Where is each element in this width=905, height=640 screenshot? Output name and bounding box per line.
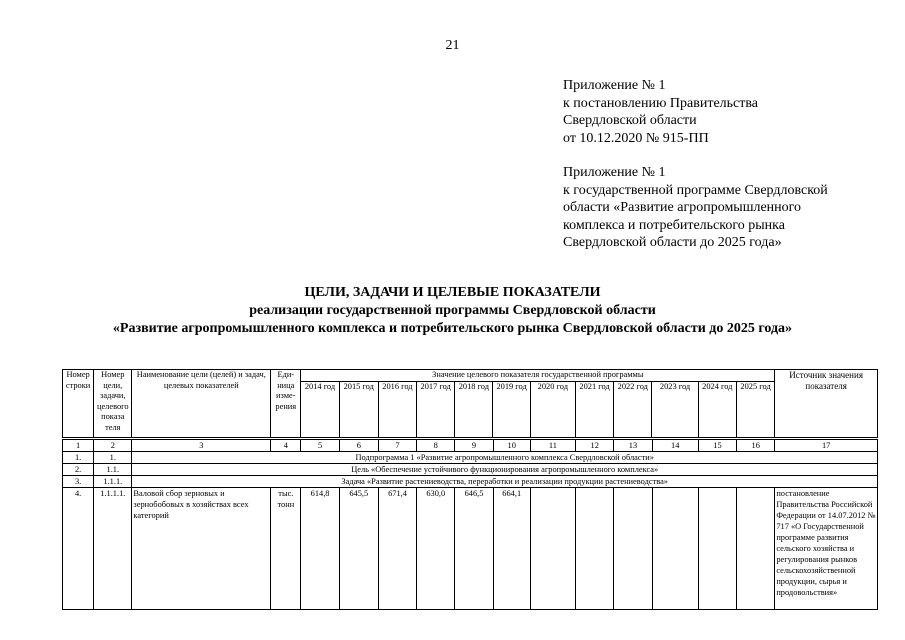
- column-number: 12: [576, 440, 614, 452]
- column-number: 11: [530, 440, 575, 452]
- row-code: 1.1.: [94, 464, 132, 476]
- table-row: [63, 464, 878, 476]
- header-year: 2023 год: [652, 382, 698, 438]
- column-number: 4: [271, 440, 301, 452]
- column-number: 14: [652, 440, 698, 452]
- appendix-line: Свердловской области до 2025 года»: [563, 235, 782, 250]
- header-year: 2019 год: [493, 382, 530, 438]
- value-cell: 614,8: [301, 488, 339, 610]
- column-number: 7: [378, 440, 416, 452]
- header-year: 2017 год: [417, 382, 455, 438]
- column-number: 1: [63, 440, 94, 452]
- goal-title: Цель «Обеспечение устойчивого функционирования агропромышленного комплекса»: [132, 464, 878, 476]
- row-number: 1.: [63, 452, 94, 464]
- value-cell: [576, 488, 614, 610]
- table-row: [63, 476, 878, 488]
- indicator-source: постановление Правительства Российской Федерации от 14.07.2012 № 717 «О Государственной программе развития сельского хозяйства и регулирования рынков сельскохозяйственной продукции, сырья и продовольствия»: [775, 488, 878, 610]
- indicator-unit: тыс. тонн: [271, 488, 301, 610]
- header-year: 2022 год: [614, 382, 652, 438]
- header-year: 2025 год: [736, 382, 774, 438]
- header-values-group: Значение целевого показателя государственной программы: [301, 370, 775, 382]
- value-cell: [530, 488, 575, 610]
- column-number: 16: [737, 440, 775, 452]
- indicators-table-header: [62, 369, 878, 438]
- row-number: 3.: [63, 476, 94, 488]
- appendix-to-resolution: [563, 77, 758, 147]
- indicator-name: Валовой сбор зерновых и зернобобовых в хозяйствах всех категорий: [132, 488, 271, 610]
- row-code: 1.1.1.1.: [94, 488, 132, 610]
- column-number: 15: [698, 440, 736, 452]
- header-row-number: Номер строки: [63, 370, 94, 438]
- column-numbers-row: [63, 440, 878, 452]
- appendix-line: комплекса и потребительского рынка: [563, 217, 785, 233]
- appendix-line: от 10.12.2020 № 915-ПП: [563, 130, 709, 146]
- column-number: 5: [301, 440, 339, 452]
- header-goal-number: Номер цели, задачи, целевого показа теля: [94, 370, 132, 438]
- title-line-2: реализации государственной программы Свердловской области: [249, 303, 656, 318]
- value-cell: [652, 488, 698, 610]
- value-cell: [698, 488, 736, 610]
- appendix-line: Приложение № 1: [563, 165, 666, 180]
- row-number: 2.: [63, 464, 94, 476]
- value-cell: [614, 488, 652, 610]
- value-cell: 630,0: [417, 488, 455, 610]
- title-line-3: «Развитие агропромышленного комплекса и потребительского рынка Свердловской области до 2025 года»: [112, 321, 793, 336]
- task-title: Задача «Развитие растениеводства, переработки и реализации продукции растениеводства»: [132, 476, 878, 488]
- value-cell: 645,5: [339, 488, 378, 610]
- header-source: Источник значения показателя: [775, 370, 878, 438]
- header-unit: Еди-ница изме-рения: [271, 370, 301, 438]
- appendix-line: к постановлению Правительства: [563, 95, 759, 111]
- value-cell: 646,5: [455, 488, 493, 610]
- column-number: 8: [417, 440, 455, 452]
- row-number: 4.: [63, 488, 94, 610]
- value-cell: 664,1: [493, 488, 530, 610]
- header-year: 2024 год: [698, 382, 736, 438]
- appendix-line: области «Развитие агропромышленного: [563, 200, 802, 215]
- column-number: 17: [775, 440, 878, 452]
- table-row: [63, 488, 878, 610]
- document-title: [0, 284, 905, 338]
- value-cell: 671,4: [378, 488, 416, 610]
- column-number: 13: [614, 440, 652, 452]
- appendix-line: Свердловской области: [563, 113, 697, 128]
- header-name: Наименование цели (целей) и задач, целевых показателей: [132, 370, 271, 438]
- header-year: 2021 год: [575, 382, 613, 438]
- table-row: [63, 452, 878, 464]
- appendix-to-program: [563, 164, 828, 252]
- header-year: 2016 год: [378, 382, 416, 438]
- header-year: 2015 год: [339, 382, 378, 438]
- value-cell: [737, 488, 775, 610]
- header-year: 2014 год: [301, 382, 339, 438]
- column-number: 6: [339, 440, 378, 452]
- indicators-table-body: [62, 439, 878, 610]
- column-number: 3: [132, 440, 271, 452]
- header-year: 2020 год: [530, 382, 575, 438]
- appendix-line: к государственной программе Свердловской: [563, 182, 828, 198]
- column-number: 9: [455, 440, 493, 452]
- subprogram-title: Подпрограмма 1 «Развитие агропромышленного комплекса Свердловской области»: [132, 452, 878, 464]
- row-code: 1.: [94, 452, 132, 464]
- column-number: 10: [493, 440, 530, 452]
- appendix-line: Приложение № 1: [563, 78, 666, 93]
- row-code: 1.1.1.: [94, 476, 132, 488]
- header-year: 2018 год: [455, 382, 493, 438]
- page-number: 21: [445, 38, 460, 53]
- column-number: 2: [94, 440, 132, 452]
- title-line-1: ЦЕЛИ, ЗАДАЧИ И ЦЕЛЕВЫЕ ПОКАЗАТЕЛИ: [304, 285, 601, 300]
